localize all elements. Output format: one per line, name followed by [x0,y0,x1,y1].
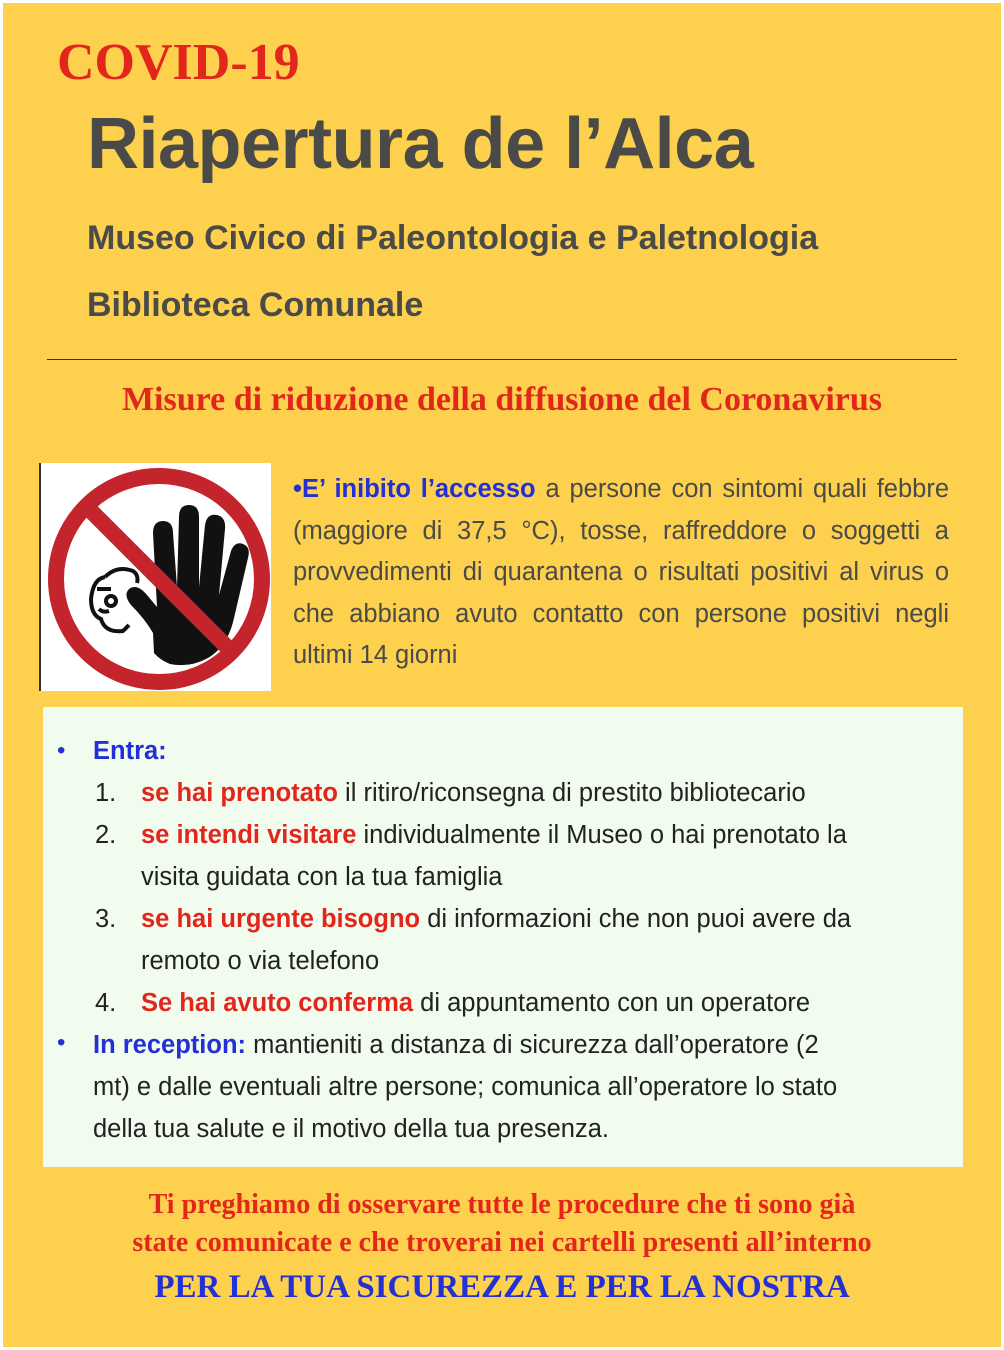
list-item-continuation: visita guidata con la tua famiglia [141,863,503,891]
access-body: a persone con sintomi quali febbre (maggiore di 37,5 °C), tosse, raffreddore o soggetti a provvedimenti di quarantena o risultati positivi al virus o che abbiano avuto contatto con persone positivi negli ultimi 14 giorni [293,475,950,669]
instructions-box [43,707,963,1167]
closing-slogan: PER LA TUA SICUREZZA E PER LA NOSTRA [154,1269,850,1305]
closing-line-1: Ti preghiamo di osservare tutte le procedure che ti sono già [148,1189,856,1220]
sign-image [39,463,271,691]
covid-heading: COVID-19 [57,34,300,91]
museum-subtitle: Museo Civico di Paleontologia e Paletnologia [87,219,819,257]
reception-text: In reception: mantieniti a distanza di sicurezza dall’operatore (2 [93,1031,819,1059]
bullet-icon: • [57,737,66,764]
item-number: 4. [95,989,117,1017]
closing-line-2: state comunicate e che troverai nei cartelli presenti all’interno [132,1227,872,1258]
list-item: se intendi visitare individualmente il Museo o hai prenotato la [141,821,847,849]
bullet-icon: • [57,1029,66,1056]
list-item-continuation: remoto o via telefono [141,947,380,975]
list-item: se hai prenotato il ritiro/riconsegna di prestito bibliotecario [141,779,806,807]
item-number: 1. [95,779,117,807]
page-title: Riapertura de l’Alca [87,104,754,184]
access-highlight: E’ inibito l’accesso [301,475,536,503]
access-restriction-text [293,469,949,677]
access-bullet: • [293,475,302,503]
list-item: se hai urgente bisogno di informazioni che non puoi avere da [141,905,852,933]
no-entry-sign-icon [41,463,271,691]
reception-text-line2: mt) e dalle eventuali altre persone; comunica all’operatore lo stato [93,1073,838,1101]
enter-label: Entra: [93,737,167,765]
poster [3,3,1001,1347]
item-number: 3. [95,905,117,933]
reception-text-line3: della tua salute e il motivo della tua presenza. [93,1115,609,1143]
measures-title: Misure di riduzione della diffusione del Coronavirus [121,381,883,418]
divider [47,359,957,360]
library-subtitle: Biblioteca Comunale [87,286,424,324]
item-number: 2. [95,821,117,849]
list-item: Se hai avuto conferma di appuntamento con un operatore [141,989,811,1017]
